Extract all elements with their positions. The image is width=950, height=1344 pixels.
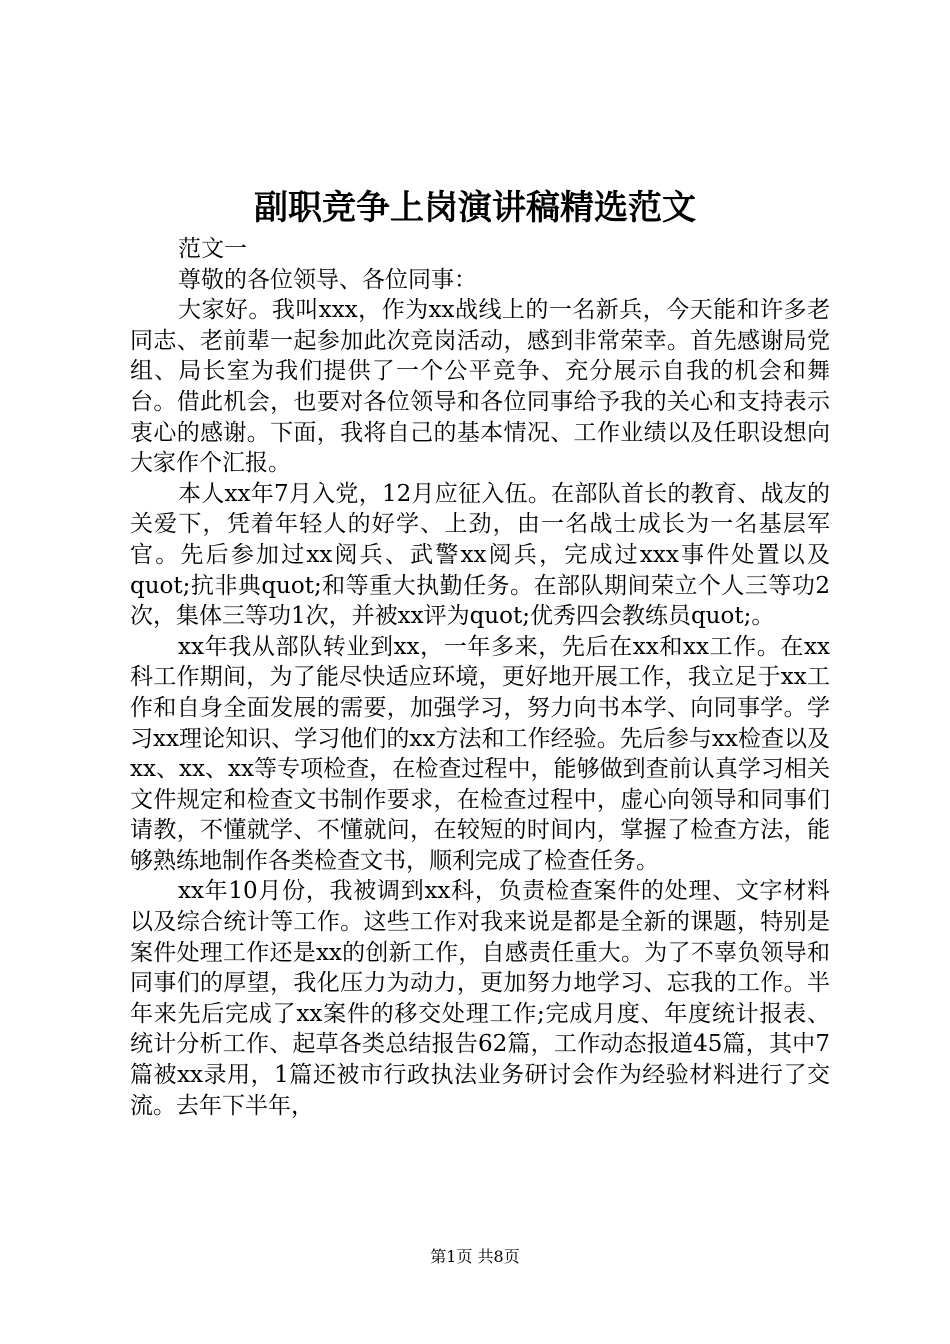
paragraph-background: 本人xx年7月入党，12月应征入伍。在部队首长的教育、战友的关爱下，凭着年轻人的好学、上劲，由一名战士成长为一名基层军官。先后参加过xx阅兵、武警xx阅兵，完成过xxx事件处置以及quot;抗非典quot;和等重大执勤任务。在部队期间荣立个人三等功2次，集体三等功1次，并被xx评为quot;优秀四会教练员quot;。 <box>130 480 830 630</box>
page-footer: 第1页 共8页 <box>430 1247 520 1266</box>
paragraph-salutation: 尊敬的各位领导、各位同事： <box>178 266 477 293</box>
paragraph-transfer: xx年我从部队转业到xx，一年多来，先后在xx和xx工作。在xx科工作期间，为了能尽快适应环境，更好地开展工作，我立足于xx工作和自身全面发展的需要，加强学习，努力向书本学、向同事学。学习xx理论知识、学习他们的xx方法和工作经验。先后参与xx检查以及xx、xx、xx等专项检查，在检查过程中，能够做到查前认真学习相关文件规定和检查文书制作要求，在检查过程中，虚心向领导和同事们请教，不懂就学、不懂就问，在较短的时间内，掌握了检查方法，能够熟练地制作各类检查文书，顺利完成了检查任务。 <box>130 633 830 874</box>
paragraph-section-label: 范文一 <box>178 236 247 262</box>
document-body <box>130 234 830 1121</box>
paragraph-greeting: 大家好。我叫xxx，作为xx战线上的一名新兵，今天能和许多老同志、老前辈一起参加此次竞岗活动，感到非常荣幸。首先感谢局党组、局长室为我们提供了一个公平竞争、充分展示自我的机会和舞台。借此机会，也要对各位领导和各位同事给予我的关心和支持表示衷心的感谢。下面，我将自己的基本情况、工作业绩以及任职设想向大家作个汇报。 <box>130 297 830 477</box>
paragraph-new-role: xx年10月份，我被调到xx科，负责检查案件的处理、文字材料以及综合统计等工作。这些工作对我来说是都是全新的课题，特别是案件处理工作还是xx的创新工作，自感责任重大。为了不辜负领导和同事们的厚望，我化压力为动力，更加努力地学习、忘我的工作。半年来先后完成了xx案件的移交处理工作;完成月度、年度统计报表、统计分析工作、起草各类总结报告62篇，工作动态报道45篇，其中7篇被xx录用，1篇还被市行政执法业务研讨会作为经验材料进行了交流。去年下半年， <box>130 878 830 1119</box>
document-title: 副职竞争上岗演讲稿精选范文 <box>254 188 696 228</box>
